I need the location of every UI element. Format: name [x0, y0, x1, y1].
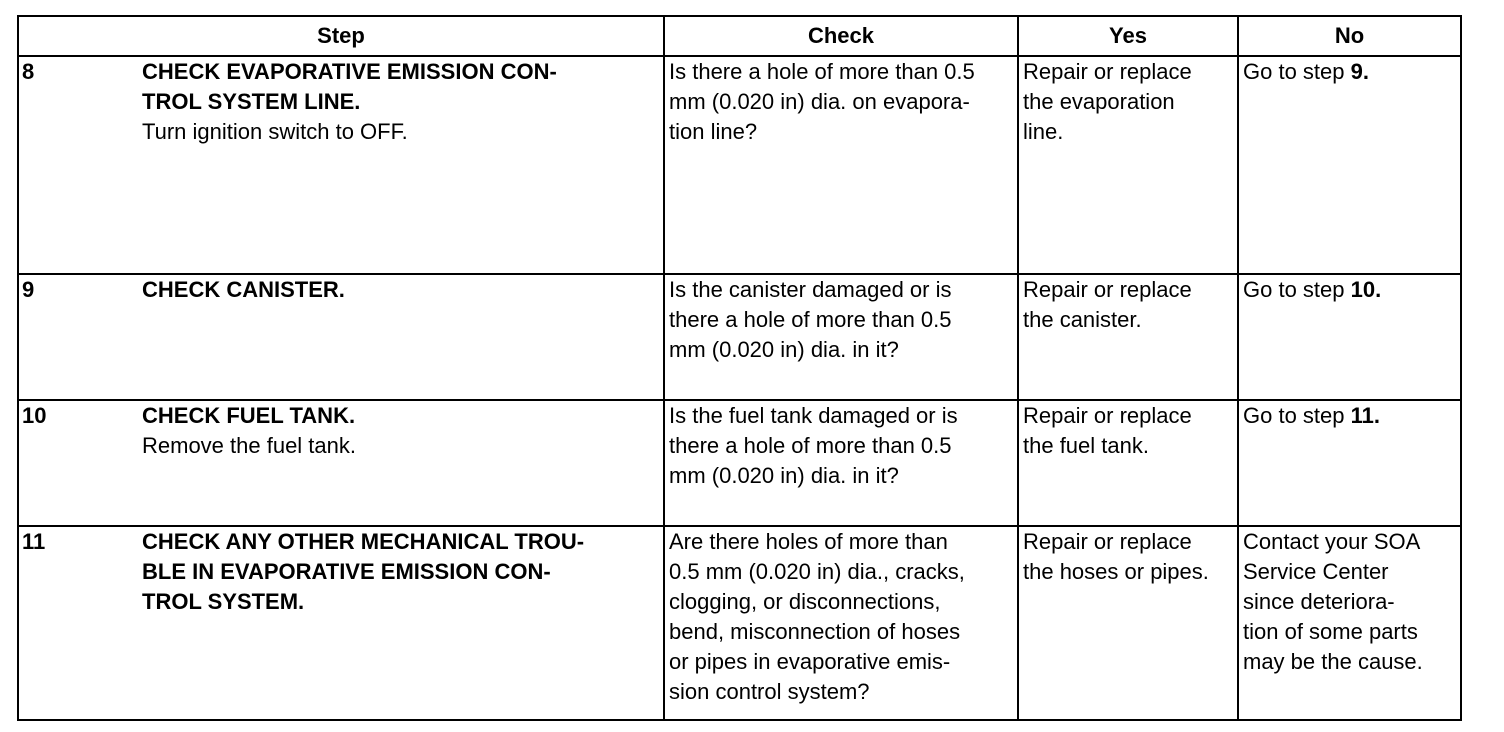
check-question: Is there a hole of more than 0.5 mm (0.020 in) dia. on evapora- tion line? [669, 59, 975, 144]
table-row [18, 274, 1461, 400]
yes-cell [1018, 56, 1238, 274]
no-step-ref: 10. [1350, 277, 1382, 302]
table-row [18, 526, 1461, 720]
yes-action: Repair or replace the evaporation line. [1023, 59, 1192, 144]
step-number: 11 [22, 529, 46, 554]
check-cell [664, 400, 1018, 526]
yes-cell [1018, 526, 1238, 720]
step-action: Remove the fuel tank. [142, 433, 357, 458]
step-body [142, 57, 663, 147]
step-number: 10 [22, 403, 47, 428]
no-action [1239, 527, 1460, 677]
no-prefix: Go to step [1243, 403, 1351, 428]
step-number: 8 [22, 59, 35, 84]
no-step-ref: 11. [1350, 403, 1380, 428]
yes-action: Repair or replace the canister. [1023, 277, 1192, 332]
step-title: CHECK CANISTER. [142, 277, 345, 302]
yes-action: Repair or replace the hoses or pipes. [1023, 529, 1209, 584]
step-body [142, 527, 663, 617]
table-row [18, 400, 1461, 526]
step-number: 9 [22, 277, 35, 302]
table-row [18, 56, 1461, 274]
check-question: Are there holes of more than 0.5 mm (0.020 in) dia., cracks, clogging, or disconnections, bend, misconnection of hoses or pipes in evaporative emis- sion control system? [669, 529, 965, 704]
header-yes: Yes [1018, 16, 1238, 56]
header-no: No [1238, 16, 1461, 56]
check-cell [664, 526, 1018, 720]
check-cell [664, 274, 1018, 400]
step-body [142, 275, 663, 305]
yes-cell [1018, 400, 1238, 526]
step-cell [18, 400, 664, 526]
check-question: Is the canister damaged or is there a hole of more than 0.5 mm (0.020 in) dia. in it? [669, 277, 952, 362]
no-cell [1238, 400, 1461, 526]
no-cell [1238, 274, 1461, 400]
yes-action: Repair or replace the fuel tank. [1023, 403, 1192, 458]
no-prefix: Go to step [1243, 59, 1351, 84]
no-cell [1238, 526, 1461, 720]
no-step-ref: 9. [1350, 59, 1369, 84]
header-row [18, 16, 1461, 56]
no-cell [1238, 56, 1461, 274]
no-action [1239, 57, 1460, 87]
step-title: CHECK EVAPORATIVE EMISSION CON- TROL SYSTEM LINE. [142, 59, 557, 114]
step-cell [18, 274, 664, 400]
step-action: Turn ignition switch to OFF. [142, 119, 408, 144]
no-action [1239, 401, 1460, 431]
step-body [142, 401, 663, 461]
no-detail: Contact your SOA Service Center since deteriora- tion of some parts may be the cause. [1243, 529, 1423, 674]
step-cell [18, 56, 664, 274]
step-title: CHECK FUEL TANK. [142, 403, 356, 428]
header-step: Step [18, 16, 664, 56]
header-check: Check [664, 16, 1018, 56]
yes-cell [1018, 274, 1238, 400]
diagnostic-procedure-table [17, 15, 1462, 721]
no-action [1239, 275, 1460, 305]
check-question: Is the fuel tank damaged or is there a hole of more than 0.5 mm (0.020 in) dia. in it? [669, 403, 958, 488]
no-prefix: Go to step [1243, 277, 1351, 302]
check-cell [664, 56, 1018, 274]
step-cell [18, 526, 664, 720]
step-title: CHECK ANY OTHER MECHANICAL TROU- BLE IN EVAPORATIVE EMISSION CON- TROL SYSTEM. [142, 529, 585, 614]
